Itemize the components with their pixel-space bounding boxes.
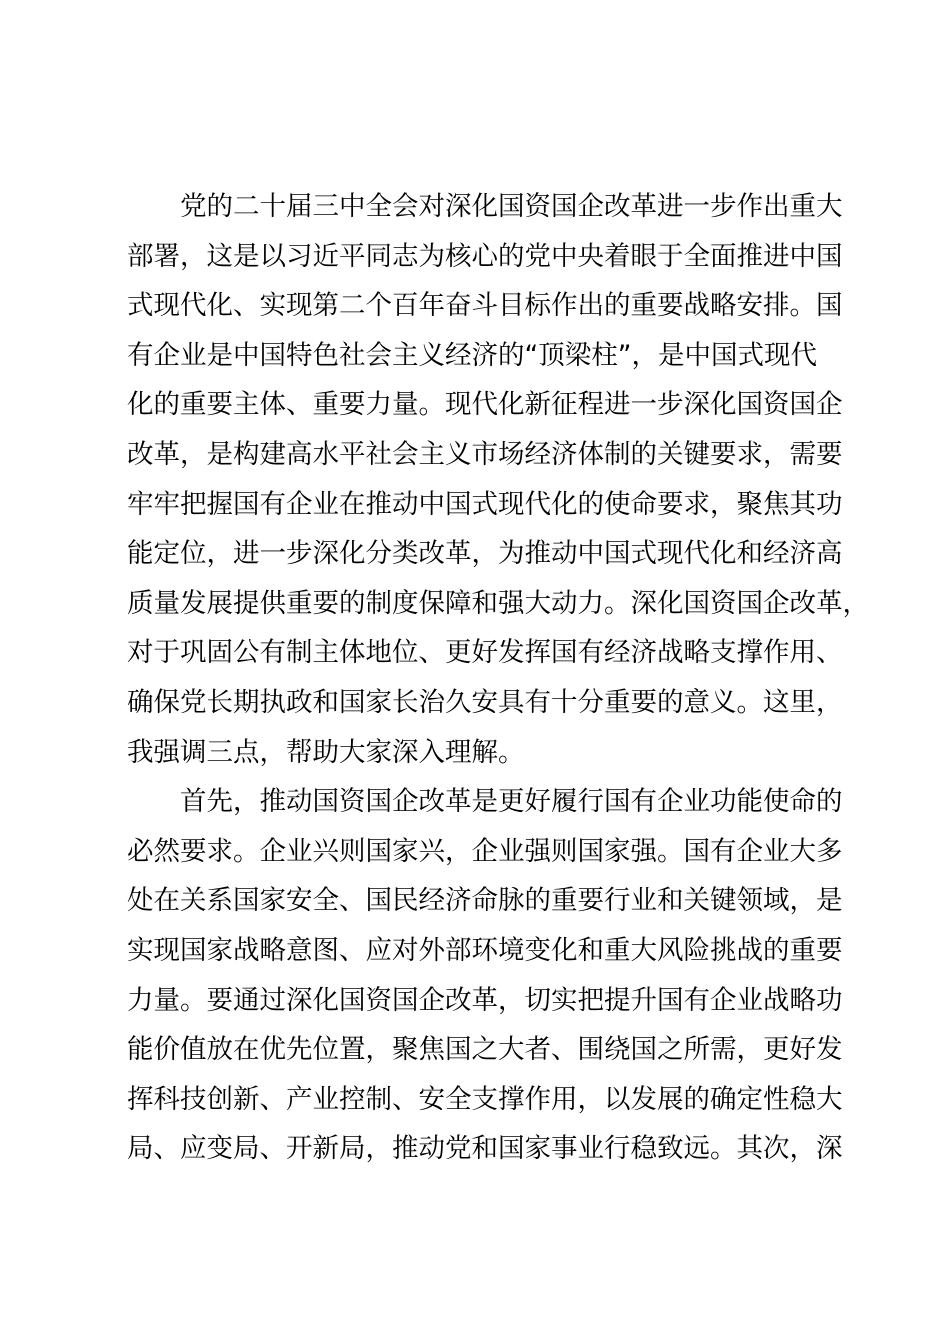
- text-line: 式现代化、实现第二个百年奋斗目标作出的重要战略安排。国: [127, 290, 843, 322]
- text-line: 挥科技创新、产业控制、安全支撑作用，以发展的确定性稳大: [127, 1083, 843, 1115]
- text-line: 党的二十届三中全会对深化国资国企改革进一步作出重大: [127, 191, 843, 222]
- text-line: 首先，推动国资国企改革是更好履行国有企业功能使命的: [127, 786, 843, 818]
- text-line: 改革，是构建高水平社会主义市场经济体制的关键要求，需要: [127, 438, 843, 470]
- body-text: [127, 182, 869, 1174]
- text-line: 局、应变局、开新局，推动党和国家事业行稳致远。其次，深: [127, 1133, 843, 1165]
- text-line: 质量发展提供重要的制度保障和强大动力。深化国资国企改革，: [127, 587, 869, 619]
- text-line: 确保党长期执政和国家长治久安具有十分重要的意义。这里，: [127, 686, 843, 718]
- text-line: 必然要求。企业兴则国家兴，企业强则国家强。国有企业大多: [127, 835, 843, 867]
- text-line: 有企业是中国特色社会主义经济的“顶梁柱”，是中国式现代: [127, 339, 817, 371]
- text-line: 对于巩固公有制主体地位、更好发挥国有经济战略支撑作用、: [127, 637, 843, 669]
- text-line: 能价值放在优先位置，聚焦国之大者、围绕国之所需，更好发: [127, 1034, 843, 1066]
- text-line: 化的重要主体、重要力量。现代化新征程进一步深化国资国企: [127, 389, 843, 421]
- text-line: 处在关系国家安全、国民经济命脉的重要行业和关键领域，是: [127, 885, 843, 917]
- text-line: 能定位，进一步深化分类改革，为推动中国式现代化和经济高: [127, 538, 843, 570]
- text-line: 力量。要通过深化国资国企改革，切实把提升国有企业战略功: [127, 984, 843, 1016]
- text-line: 部署，这是以习近平同志为核心的党中央着眼于全面推进中国: [127, 240, 843, 272]
- text-line: 牢牢把握国有企业在推动中国式现代化的使命要求，聚焦其功: [127, 488, 843, 520]
- paragraph-1: [127, 182, 869, 777]
- text-line: 我强调三点，帮助大家深入理解。: [127, 736, 525, 768]
- paragraph-2: [127, 777, 857, 1174]
- text-line: 实现国家战略意图、应对外部环境变化和重大风险挑战的重要: [127, 934, 843, 966]
